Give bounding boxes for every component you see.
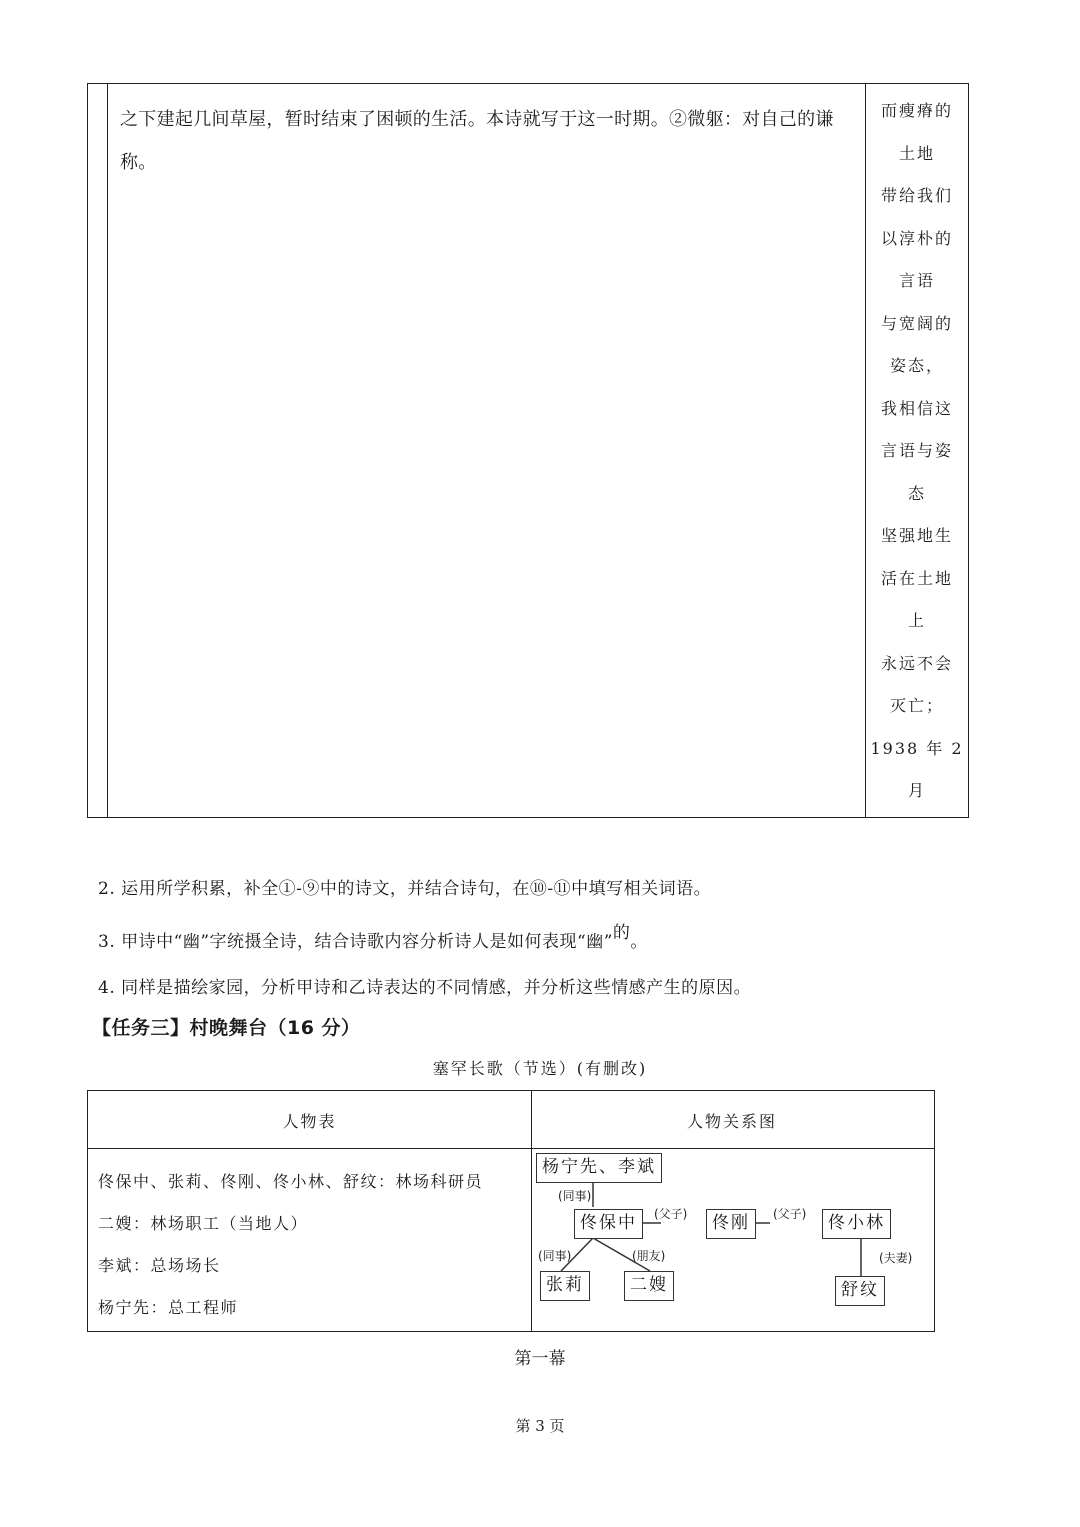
note-cell <box>108 84 866 817</box>
poem-line: 坚强地生 <box>880 526 953 545</box>
poem-line: 姿态， <box>889 356 944 375</box>
poem-line: 言语与姿 <box>880 441 953 460</box>
node-yang-li: 杨宁先、李斌 <box>536 1153 662 1183</box>
relation-colleague-label: (同事) <box>558 1189 592 1203</box>
node-shu-wen: 舒纹 <box>835 1276 885 1306</box>
poem-line: 而瘦瘠的 <box>880 101 953 120</box>
note-text: 之下建起几间草屋，暂时结束了困顿的生活。本诗就写于这一时期。②微躯：对自己的谦称。 <box>120 109 834 173</box>
section-heading: 【任务三】村晚舞台（16 分） <box>92 1017 361 1039</box>
question-3-end: 。 <box>630 932 648 952</box>
table-margin-column <box>88 84 108 817</box>
character-entry: 佟保中、张莉、佟刚、佟小林、舒纹：林场科研员 <box>98 1172 484 1191</box>
question-3-text: 3. 甲诗中“幽”字统摄全诗，结合诗歌内容分析诗人是如何表现“幽” <box>98 932 613 952</box>
poem-cell <box>866 84 968 817</box>
question-3-raised-char: 的 <box>612 923 631 943</box>
poem-line: 土地 <box>898 143 935 163</box>
poem-line: 我相信这 <box>880 398 953 418</box>
relation-spouse-label: (夫妻) <box>879 1251 913 1265</box>
poem-line: 以淳朴的 <box>880 228 953 248</box>
node-zhang-li: 张莉 <box>540 1271 590 1301</box>
question-2: 2. 运用所学积累，补全①-⑨中的诗文，并结合诗句，在⑩-⑪中填写相关词语。 <box>98 879 712 899</box>
question-4: 4. 同样是描绘家园，分析甲诗和乙诗表达的不同情感，并分析这些情感产生的原因。 <box>98 978 752 998</box>
poem-line: 灭亡； <box>889 696 944 715</box>
node-tong-gang: 佟刚 <box>706 1209 756 1239</box>
poem-line: 与宽阔的 <box>880 313 953 333</box>
poem-line: 永远不会 <box>880 653 953 673</box>
poem-line: 带给我们 <box>880 186 953 205</box>
page-number: 第 3 页 <box>515 1417 565 1435</box>
character-list <box>98 1161 483 1329</box>
character-table <box>87 1090 935 1332</box>
annotation-table <box>87 83 969 818</box>
play-title: 塞罕长歌（节选）(有删改) <box>432 1059 648 1078</box>
relation-father-son-label: (父子) <box>773 1207 807 1221</box>
poem-line: 言语 <box>898 271 935 290</box>
poem-line: 上 <box>907 611 926 630</box>
header-character-list: 人物表 <box>282 1112 337 1131</box>
relation-colleague-label: (同事) <box>538 1249 572 1263</box>
relation-father-son-label: (父子) <box>654 1207 688 1221</box>
character-entry: 二嫂：林场职工（当地人） <box>98 1214 309 1233</box>
poem-line: 1938 年 2 <box>870 738 964 758</box>
node-tong-xiaolin: 佟小林 <box>822 1209 891 1239</box>
node-er-sao: 二嫂 <box>624 1271 674 1301</box>
character-entry: 李斌：总场场长 <box>98 1256 221 1275</box>
poem-line: 活在土地 <box>880 568 953 588</box>
question-3 <box>98 923 648 952</box>
character-entry: 杨宁先：总工程师 <box>98 1298 239 1317</box>
node-tong-baozhong: 佟保中 <box>574 1209 643 1239</box>
relation-friend-label: (朋友) <box>632 1249 666 1263</box>
header-relationship-diagram: 人物关系图 <box>686 1112 777 1131</box>
table-divider <box>88 1148 934 1149</box>
act-label: 第一幕 <box>514 1349 566 1369</box>
poem-line: 态 <box>907 483 926 503</box>
poem-line: 月 <box>907 781 926 800</box>
